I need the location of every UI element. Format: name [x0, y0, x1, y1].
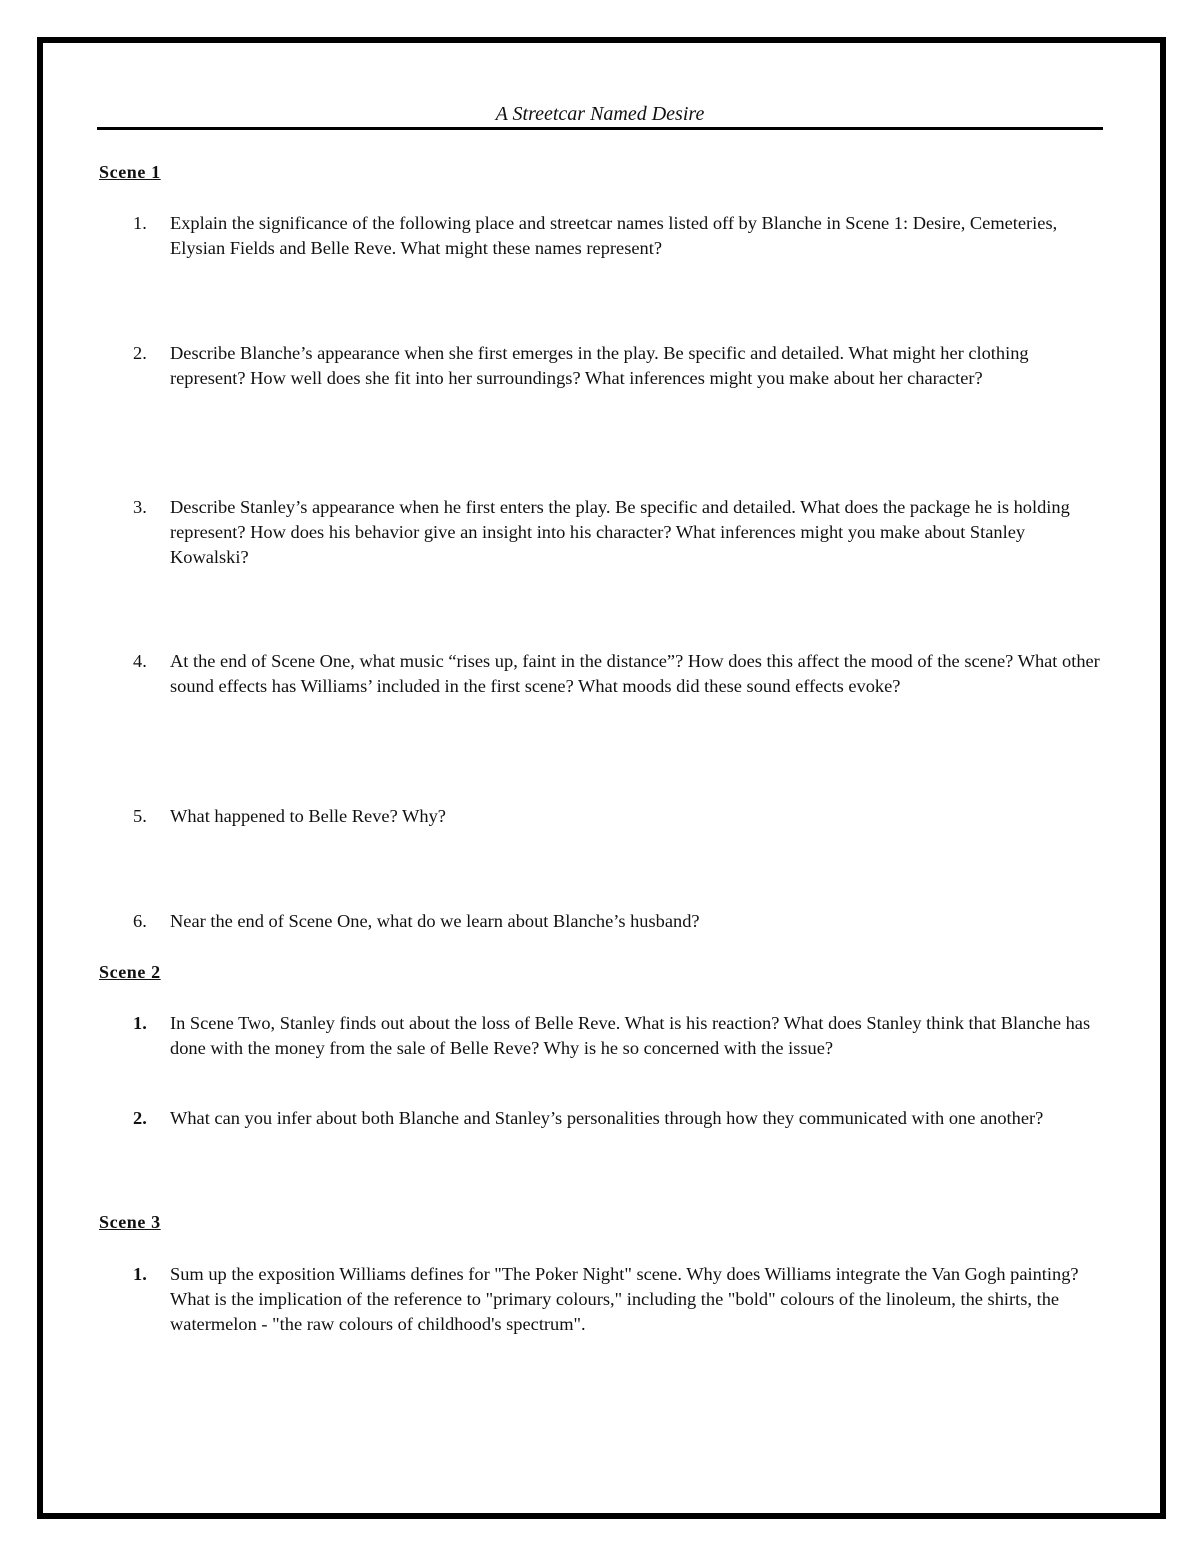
scene-1-question-1: [99, 211, 1103, 261]
scene-3-question-1: [99, 1262, 1103, 1337]
scene-1-heading: Scene 1: [99, 162, 161, 182]
question-text: Near the end of Scene One, what do we learn about Blanche’s husband?: [170, 911, 700, 931]
question-text: Explain the significance of the following place and streetcar names listed off by Blanche in Scene 1: Desire, Cemeteries, Elysian Fields and Belle Reve. What might these names represent?: [170, 213, 1058, 258]
question-text: In Scene Two, Stanley finds out about the loss of Belle Reve. What is his reaction? What does Stanley think that Blanche has done with the money from the sale of Belle Reve? Why is he so concerned with the issue?: [170, 1013, 1091, 1058]
question-text: At the end of Scene One, what music “rises up, faint in the distance”? How does this affect the mood of the scene? What other sound effects has Williams’ included in the first scene? What moods did these sound effects evoke?: [170, 651, 1100, 696]
question-text: What can you infer about both Blanche and Stanley’s personalities through how they communicated with one another?: [170, 1108, 1044, 1128]
scene-2-question-2: [99, 1106, 1103, 1131]
question-text: Describe Stanley’s appearance when he first enters the play. Be specific and detailed. What does the package he is holding represent? How does his behavior give an insight into his character? What inferences might you make about Stanley Kowalski?: [170, 497, 1070, 567]
question-number: 1.: [133, 1264, 147, 1284]
question-text: Describe Blanche’s appearance when she first emerges in the play. Be specific and detailed. What might her clothing represent? How well does she fit into her surroundings? What inferences might you make about her character?: [170, 343, 1029, 388]
scene-3-heading: Scene 3: [99, 1212, 161, 1232]
question-text: Sum up the exposition Williams defines for "The Poker Night" scene. Why does Williams integrate the Van Gogh painting? What is the implication of the reference to "primary colours," including the "bold" colours of the linoleum, the shirts, the watermelon - "the raw colours of childhood's spectrum".: [170, 1264, 1079, 1334]
scene-2-heading: Scene 2: [99, 962, 161, 982]
question-number: 5.: [133, 806, 147, 826]
scene-1-question-5: [99, 804, 1103, 829]
title-underline: [97, 127, 1103, 130]
question-number: 1.: [133, 1013, 147, 1033]
scene-1-question-6: [99, 909, 1103, 934]
scene-1-question-3: [99, 495, 1103, 570]
question-number: 1.: [133, 213, 147, 233]
question-number: 2.: [133, 343, 147, 363]
question-number: 4.: [133, 651, 147, 671]
scene-2-question-1: [99, 1011, 1103, 1061]
question-number: 2.: [133, 1108, 147, 1128]
question-text: What happened to Belle Reve? Why?: [170, 806, 446, 826]
scene-1-question-2: [99, 341, 1103, 391]
document-title: A Streetcar Named Desire: [495, 103, 705, 125]
question-number: 3.: [133, 497, 147, 517]
scene-1-question-4: [99, 649, 1103, 699]
question-number: 6.: [133, 911, 147, 931]
